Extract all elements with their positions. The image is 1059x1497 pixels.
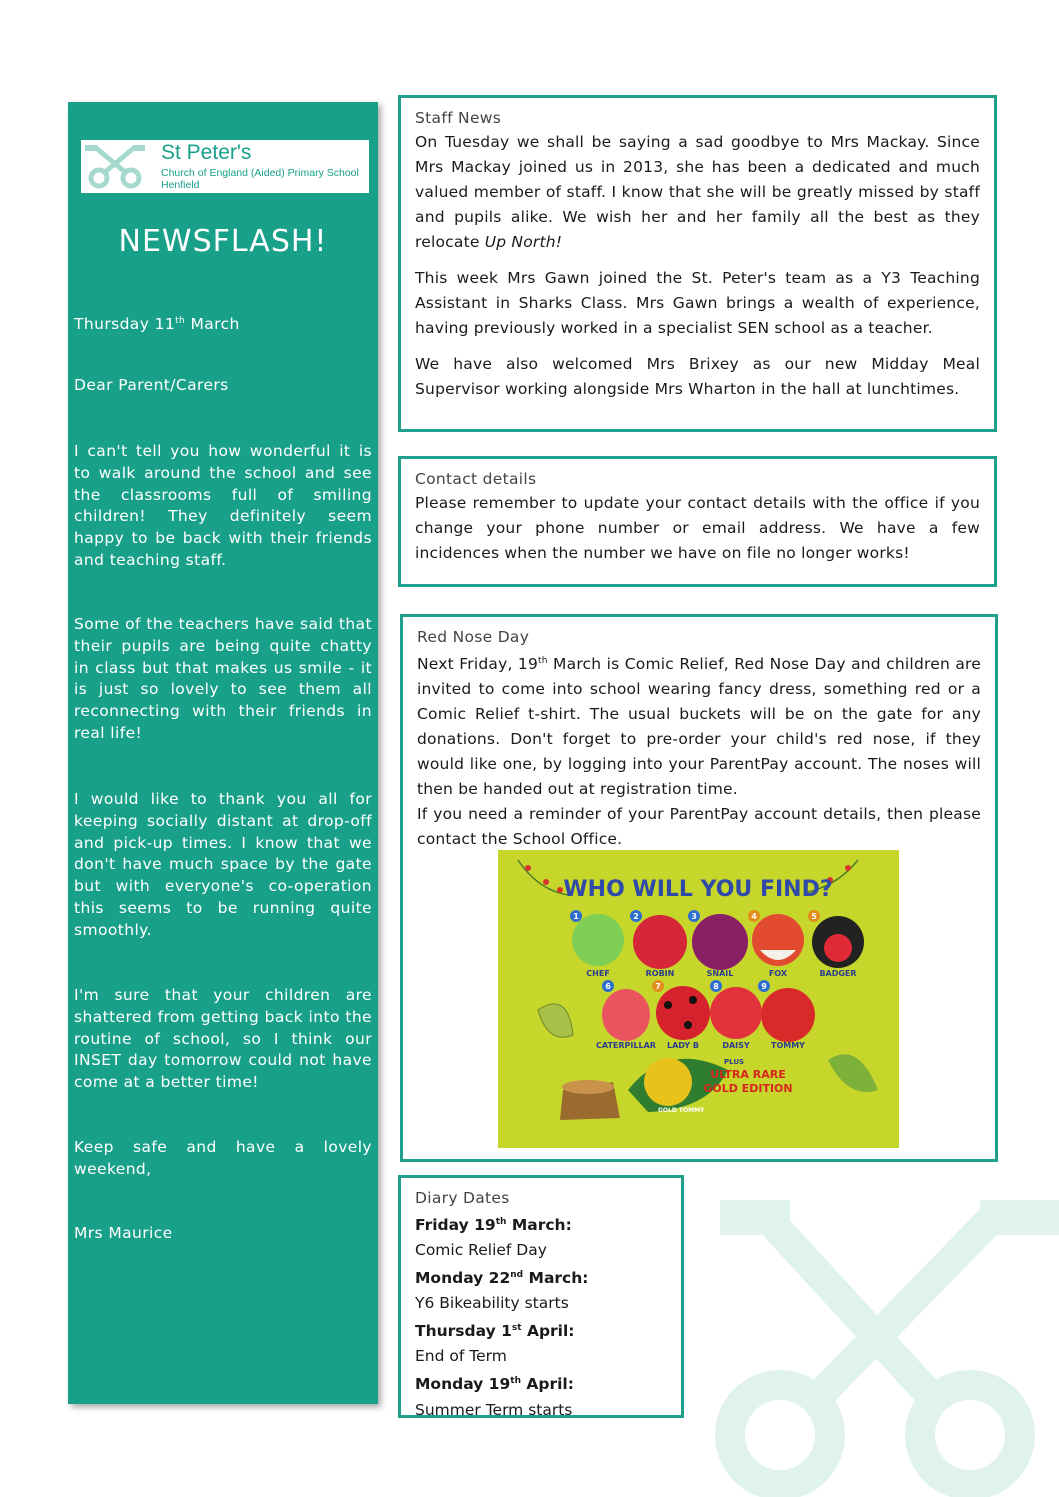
newsletter-date: Thursday 11th March: [74, 315, 240, 334]
school-name: St Peter's: [161, 141, 252, 164]
character-label: TOMMY: [771, 1041, 805, 1050]
letter-paragraph: I would like to thank you all for keeping socially distant at drop-off and pick-up times. I know that we don't have much space by the gate but with everyone's co-operation this seems to be running quite smoothly.: [74, 790, 372, 939]
character-label: ROBIN: [645, 969, 675, 978]
red-nose-paragraph: If you need a reminder of your ParentPay account details, then please contact the School Office.: [417, 805, 981, 849]
svg-text:3: 3: [691, 912, 697, 921]
svg-text:4: 4: [751, 912, 757, 921]
diary-date: Thursday 1st April:: [415, 1322, 575, 1341]
character-row-1: [572, 914, 864, 970]
letter-closing: Keep safe and have a lovely weekend,: [74, 1138, 372, 1178]
diary-dates-box: [398, 1175, 684, 1418]
svg-text:5: 5: [811, 912, 817, 921]
staff-news-title: Staff News: [415, 109, 502, 127]
newsflash-heading: NEWSFLASH!: [118, 224, 328, 259]
svg-text:1: 1: [573, 912, 579, 921]
character-label: FOX: [768, 969, 788, 978]
svg-text:PLUS: PLUS: [724, 1058, 745, 1066]
letter-paragraph: I can't tell you how wonderful it is to walk around the school and see the classrooms full of smiling children! They definitely seem happy to be back with their friends and teaching staff.: [74, 442, 372, 569]
signature: Mrs Maurice: [74, 1224, 173, 1242]
crossed-keys-icon: [85, 143, 153, 190]
svg-text:6: 6: [605, 982, 611, 991]
character-row-2: [602, 986, 815, 1042]
contact-details-box: [398, 456, 997, 587]
diary-event: End of Term: [415, 1347, 507, 1366]
school-subtitle: Church of England (Aided) Primary School: [161, 167, 359, 179]
diary-date: Friday 19th March:: [415, 1216, 572, 1235]
greeting: Dear Parent/Carers: [74, 376, 229, 394]
school-location: Henfield: [161, 179, 200, 191]
contact-title: Contact details: [415, 470, 537, 488]
staff-news-paragraph: We have also welcomed Mrs Brixey as our new Midday Meal Supervisor working alongside Mrs Wharton in the hall at lunchtimes.: [415, 355, 980, 398]
diary-event: Comic Relief Day: [415, 1241, 547, 1260]
staff-news-paragraph: This week Mrs Gawn joined the St. Peter's team as a Y3 Teaching Assistant in Sharks Class. Mrs Gawn brings a wealth of experience, having previously worked in a specialist SEN school as a teacher.: [415, 269, 980, 337]
crossed-keys-watermark-icon: [700, 1180, 1059, 1497]
school-logo: [81, 140, 369, 193]
letter-paragraph: Some of the teachers have said that their pupils are being quite chatty in class but that makes us smile - it is just so lovely to see them all reconnecting with their friends in real life!: [74, 615, 372, 742]
svg-text:GOLD TOMMY: GOLD TOMMY: [658, 1107, 705, 1114]
svg-text:GOLD EDITION: GOLD EDITION: [703, 1082, 793, 1095]
staff-news-paragraph: On Tuesday we shall be saying a sad goodbye to Mrs Mackay. Since Mrs Mackay joined us in 2013, she has been a dedicated and much valued member of staff. I know that she will be greatly missed by staff and pupils alike. We wish her and her family all the best as they relocate Up North!: [415, 133, 980, 251]
svg-text:ULTRA RARE: ULTRA RARE: [710, 1068, 786, 1081]
red-nose-paragraph: Next Friday, 19th March is Comic Relief, Red Nose Day and children are invited to come into school wearing fancy dress, something red or a Comic Relief t-shirt. The usual buckets will be on the gate for any donations. Don't forget to pre-order your child's red nose, if they would like one, by logging into your ParentPay account. The noses will then be handed out at registration time.: [417, 655, 981, 799]
poster-heading: WHO WILL YOU FIND?: [563, 877, 833, 902]
diary-title: Diary Dates: [415, 1189, 510, 1207]
character-label: DAISY: [722, 1041, 750, 1050]
letter-paragraph: I'm sure that your children are shattered from getting back into the routine of school, so I think our INSET day tomorrow could not have come at a better time!: [74, 986, 372, 1092]
svg-text:9: 9: [761, 982, 767, 991]
diary-date: Monday 19th April:: [415, 1375, 574, 1394]
diary-date: Monday 22nd March:: [415, 1269, 589, 1288]
svg-text:7: 7: [655, 982, 661, 991]
character-label: LADY B: [666, 1041, 700, 1050]
newsletter-sidebar: [68, 102, 378, 1404]
poster-illustration: [498, 850, 899, 1148]
staff-news-box: [398, 95, 997, 432]
character-label: CHEF: [586, 969, 610, 978]
svg-text:8: 8: [713, 982, 719, 991]
gold-tommy-group: [628, 1058, 793, 1114]
character-label: BADGER: [819, 969, 857, 978]
diary-event: Y6 Bikeability starts: [415, 1294, 569, 1313]
contact-paragraph: Please remember to update your contact details with the office if you change your phone number or email address. We have a few incidences when the number we have on file no longer works!: [415, 494, 980, 562]
character-label: CATERPILLAR: [596, 1041, 656, 1050]
who-will-you-find-poster: [498, 850, 899, 1148]
svg-text:2: 2: [633, 912, 639, 921]
red-nose-title: Red Nose Day: [417, 628, 530, 646]
character-label: SNAIL: [706, 969, 734, 978]
diary-event: Summer Term starts: [415, 1400, 573, 1419]
